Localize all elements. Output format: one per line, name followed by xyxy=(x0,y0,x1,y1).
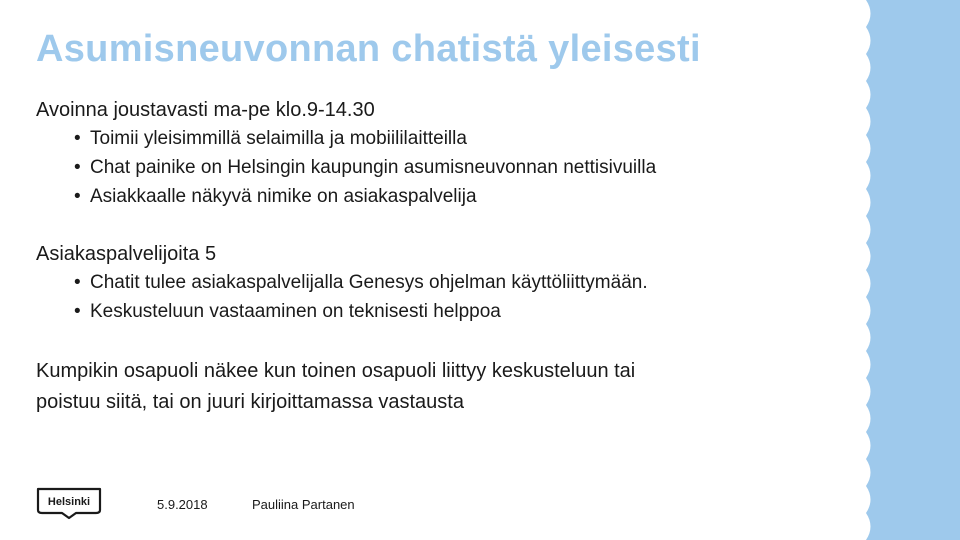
summary-paragraph-line-2: poistuu siitä, tai on juuri kirjoittamassa vastausta xyxy=(36,391,464,413)
slide-body xyxy=(36,96,836,418)
list-item: • Toimii yleisimmillä selaimilla ja mobiililaitteilla xyxy=(74,124,836,153)
summary-paragraph-line-1: Kumpikin osapuoli näkee kun toinen osapuoli liittyy keskusteluun tai xyxy=(36,360,636,382)
svg-text:Helsinki: Helsinki xyxy=(47,496,91,508)
helsinki-logo xyxy=(36,486,102,520)
list-item: • Keskusteluun vastaaminen on teknisesti helppoa xyxy=(74,297,836,326)
section-heading-hours: Avoinna joustavasti ma-pe klo.9-14.30 xyxy=(36,99,375,121)
list-item: • Chatit tulee asiakaspalvelijalla Genesys ohjelman käyttöliittymään. xyxy=(74,268,836,297)
footer-date: 5.9.2018 xyxy=(157,497,208,512)
section-heading-staff: Asiakaspalvelijoita 5 xyxy=(36,243,217,265)
footer-author: Pauliina Partanen xyxy=(252,497,355,512)
slide-title: Asumisneuvonnan chatistä yleisesti xyxy=(36,28,701,70)
hours-bullet-list xyxy=(74,124,836,211)
list-item: • Asiakkaalle näkyvä nimike on asiakaspalvelija xyxy=(74,182,836,211)
list-item: • Chat painike on Helsingin kaupungin asumisneuvonnan nettisivuilla xyxy=(74,153,836,182)
staff-bullet-list xyxy=(74,268,836,326)
wavy-edge-decoration xyxy=(852,0,960,540)
